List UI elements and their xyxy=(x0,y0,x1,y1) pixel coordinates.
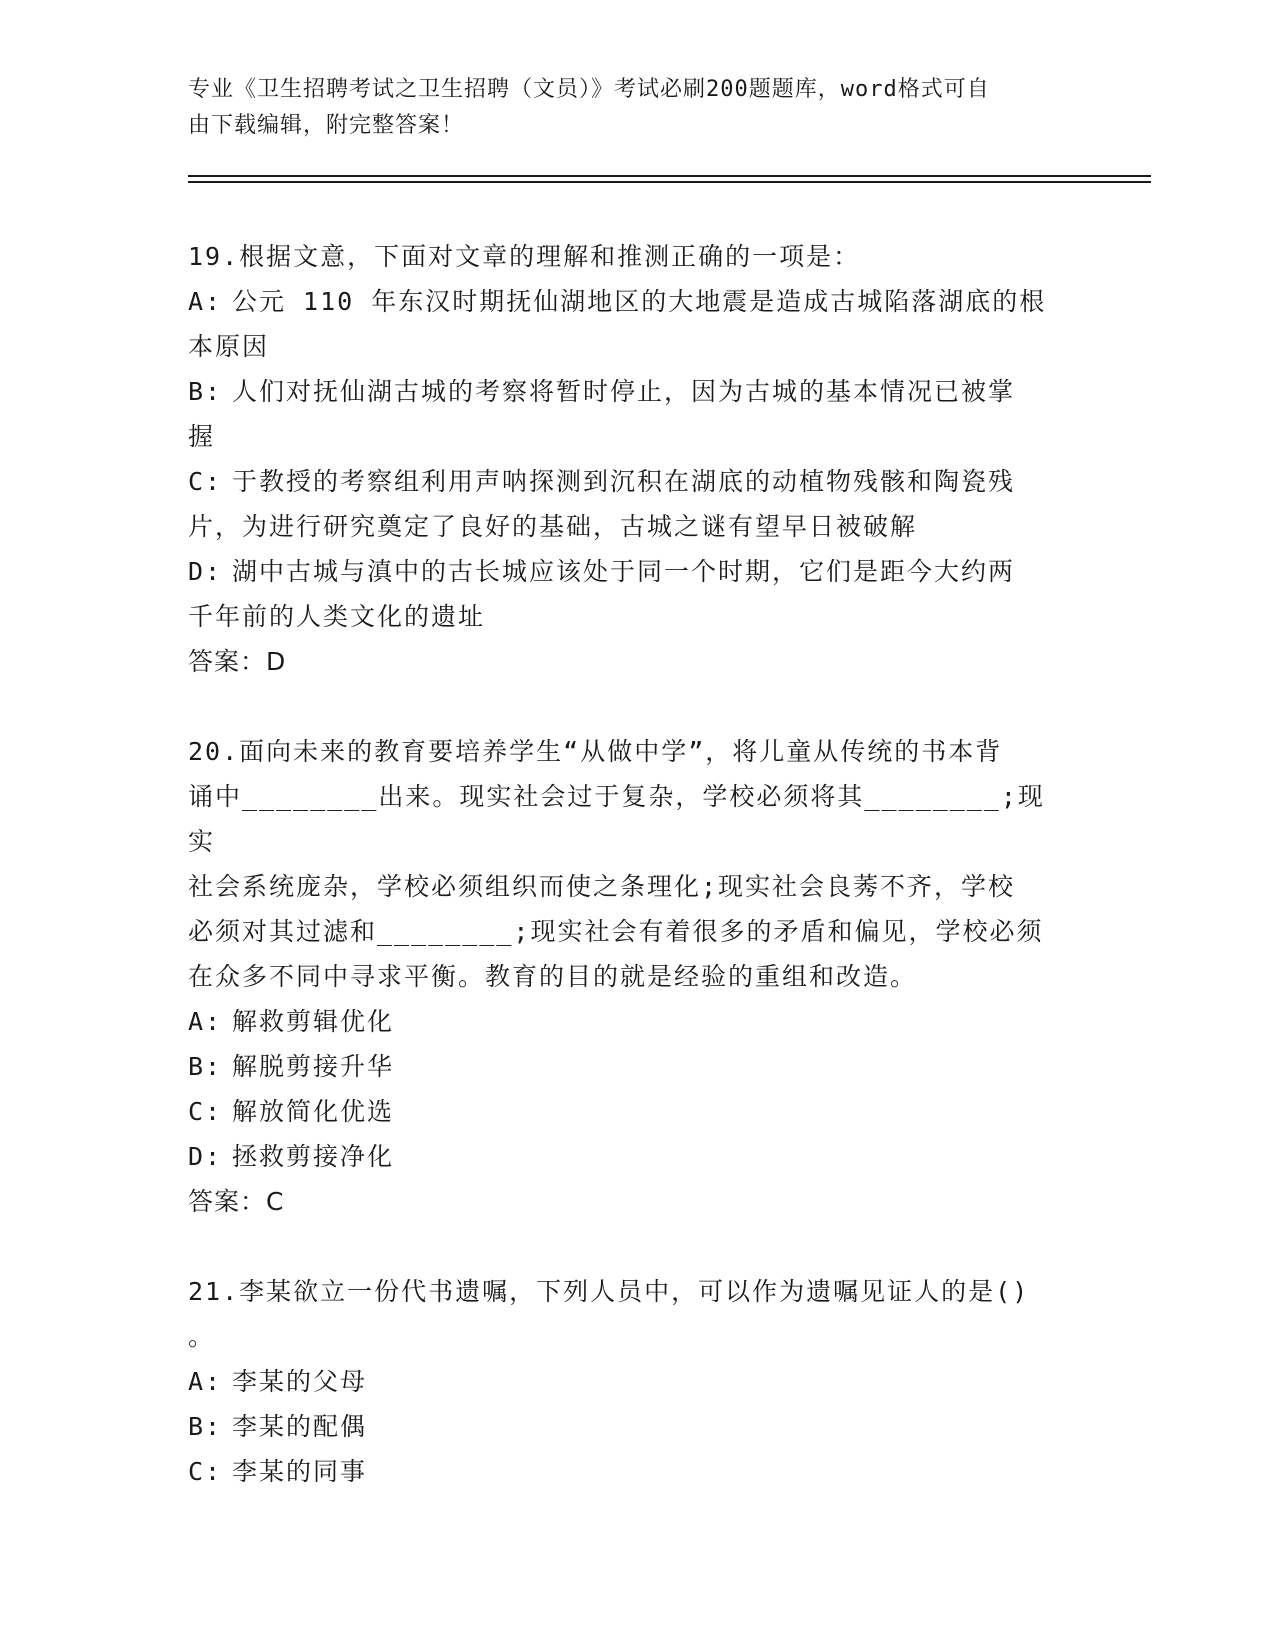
option-text: 拯救剪接净化 xyxy=(232,1142,395,1171)
question-stem: 。 xyxy=(188,1322,216,1351)
document-header xyxy=(188,72,1068,144)
option-key: A: xyxy=(188,287,223,316)
header-divider-top xyxy=(188,175,1151,177)
header-divider-bottom xyxy=(188,181,1151,183)
question-list xyxy=(188,234,1068,1539)
option-text: 人们对抚仙湖古城的考察将暂时停止，因为古城的基本情况已被掌 xyxy=(232,377,1016,406)
option-text: 李某的同事 xyxy=(232,1457,368,1486)
option-text: 解脱剪接升华 xyxy=(232,1052,395,1081)
question-20 xyxy=(188,729,1068,1224)
option-a xyxy=(188,999,1068,1044)
option-key: C: xyxy=(188,467,223,496)
question-stem: 21.李某欲立一份代书遗嘱，下列人员中，可以作为遗嘱见证人的是() xyxy=(188,1277,1030,1306)
answer-label: 答案：D xyxy=(188,647,287,676)
option-text-continued: 片，为进行研究奠定了良好的基础，古城之谜有望早日被破解 xyxy=(188,512,918,541)
option-text: 湖中古城与滇中的古长城应该处于同一个时期，它们是距今大约两 xyxy=(232,557,1016,586)
question-stem: 19.根据文意，下面对文章的理解和推测正确的一项是： xyxy=(188,242,861,271)
answer-label: 答案：C xyxy=(188,1187,285,1216)
option-text-continued: 握 xyxy=(188,422,216,451)
option-c xyxy=(188,1089,1068,1134)
option-b xyxy=(188,369,1068,459)
question-stem: 社会系统庞杂，学校必须组织而使之条理化;现实社会良莠不齐，学校 xyxy=(188,872,1016,901)
option-text: 公元 110 年东汉时期抚仙湖地区的大地震是造成古城陷落湖底的根 xyxy=(232,287,1047,316)
option-key: B: xyxy=(188,377,223,406)
option-c xyxy=(188,1449,1068,1494)
question-19 xyxy=(188,234,1068,684)
option-key: B: xyxy=(188,1412,223,1441)
question-21 xyxy=(188,1269,1068,1494)
option-d xyxy=(188,1134,1068,1179)
option-a xyxy=(188,1359,1068,1404)
option-key: D: xyxy=(188,1142,223,1171)
option-text-continued: 本原因 xyxy=(188,332,270,361)
option-text-continued: 千年前的人类文化的遗址 xyxy=(188,602,486,631)
option-key: D: xyxy=(188,557,223,586)
option-a xyxy=(188,279,1068,369)
header-title-line: 由下载编辑，附完整答案！ xyxy=(188,113,465,138)
option-d xyxy=(188,549,1068,639)
option-key: C: xyxy=(188,1097,223,1126)
option-key: C: xyxy=(188,1457,223,1486)
option-text: 于教授的考察组利用声呐探测到沉积在湖底的动植物残骸和陶瓷残 xyxy=(232,467,1016,496)
question-stem: 20.面向未来的教育要培养学生“从做中学”，将儿童从传统的书本背 xyxy=(188,737,1003,766)
question-stem: 在众多不同中寻求平衡。教育的目的就是经验的重组和改造。 xyxy=(188,962,918,991)
option-key: A: xyxy=(188,1007,223,1036)
option-text: 李某的父母 xyxy=(232,1367,368,1396)
option-b xyxy=(188,1044,1068,1089)
question-stem: 必须对其过滤和________;现实社会有着很多的矛盾和偏见，学校必须 xyxy=(188,917,1044,946)
option-text: 李某的配偶 xyxy=(232,1412,368,1441)
option-b xyxy=(188,1404,1068,1449)
option-key: B: xyxy=(188,1052,223,1081)
option-text: 解救剪辑优化 xyxy=(232,1007,395,1036)
option-key: A: xyxy=(188,1367,223,1396)
option-c xyxy=(188,459,1068,549)
option-text: 解放简化优选 xyxy=(232,1097,395,1126)
header-title-line: 专业《卫生招聘考试之卫生招聘（文员）》考试必刷200题题库，word格式可自 xyxy=(188,77,990,102)
question-stem: 诵中________出来。现实社会过于复杂，学校必须将其________;现实 xyxy=(188,782,1045,856)
